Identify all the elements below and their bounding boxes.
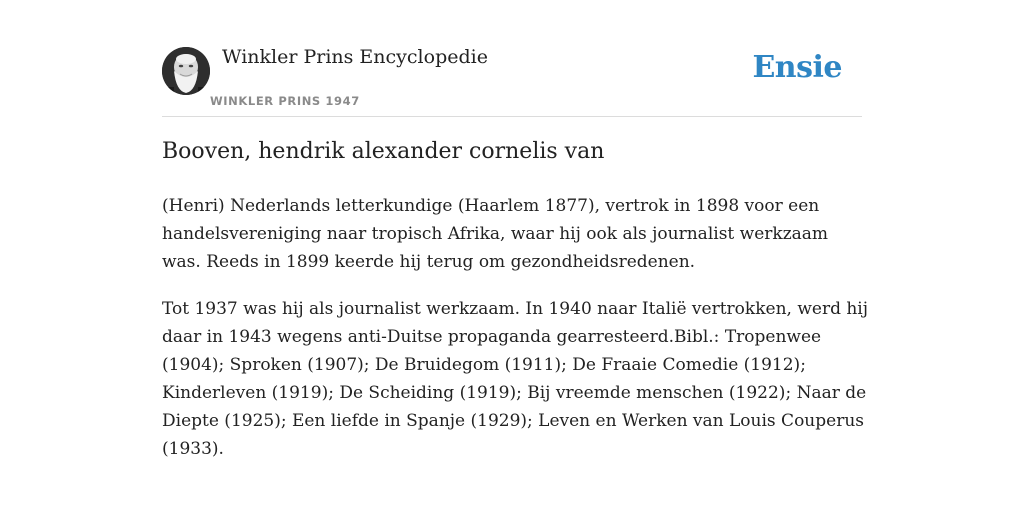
article-paragraph: (Henri) Nederlands letterkundige (Haarlem 1877), vertrok in 1898 voor een handelsvereniging naar tropisch Afrika, waar hij ook als journalist werkzaam was. Reeds in 1899 keerde hij terug om gezondheidsredenen. — [162, 196, 829, 272]
ensie-logo-link[interactable]: Ensie — [752, 50, 842, 85]
article-title: Booven, hendrik alexander cornelis van — [162, 139, 605, 164]
article-paragraph: Tot 1937 was hij als journalist werkzaam. In 1940 naar Italië vertrokken, werd hij daar in 1943 wegens anti-Duitse propaganda gearresteerd.Bibl.: Tropenwee (1904); Sproken (1907); De Bruidegom (1911); De Fraaie Comedie (1912); Kinderleven (1919); De Scheiding (1919); Bij vreemde menschen (1922); Naar de Diepte (1925); Een liefde in Spanje (1929); Leven en Werken van Louis Couperus (1933). — [162, 299, 869, 459]
article-body — [162, 192, 868, 482]
author-avatar[interactable] — [162, 47, 210, 95]
source-title-link[interactable]: Winkler Prins Encyclopedie — [222, 46, 488, 68]
source-edition-label: WINKLER PRINS 1947 — [210, 94, 360, 108]
header — [162, 40, 862, 117]
bearded-man-portrait-icon — [162, 47, 210, 95]
